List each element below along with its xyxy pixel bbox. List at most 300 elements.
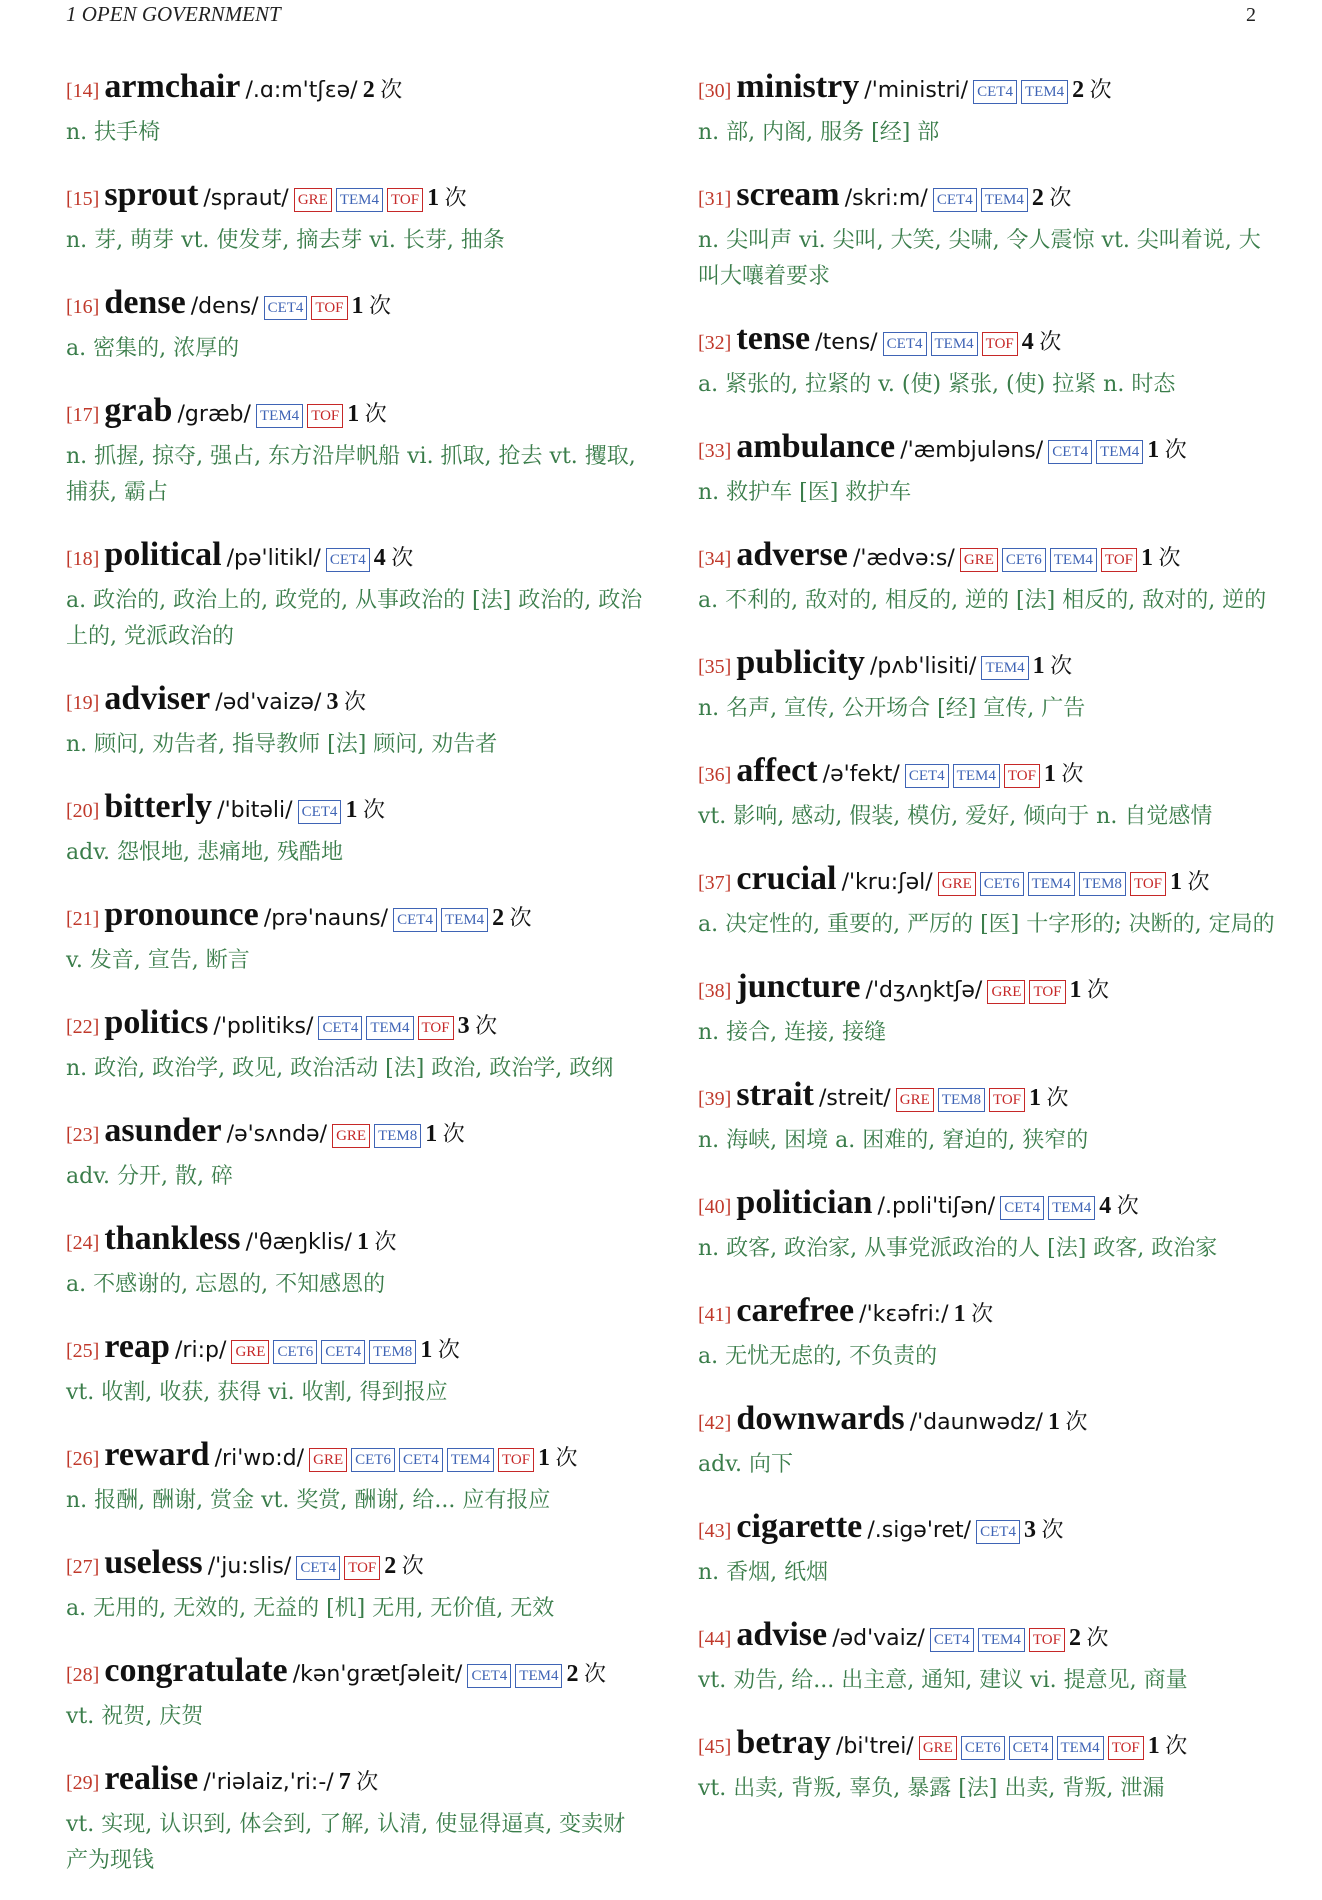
phonetic: /kən'grætʃəleit/	[292, 1662, 463, 1687]
frequency-unit: 次	[583, 1661, 606, 1686]
headword: adviser	[104, 680, 211, 717]
frequency-number: 1	[351, 293, 364, 319]
frequency-number: 1	[347, 401, 360, 427]
entry-index: [24]	[66, 1232, 100, 1254]
exam-tag-badge: GRE	[896, 1088, 934, 1112]
definition: n. 海峡, 困境 a. 困难的, 窘迫的, 狭窄的	[698, 1128, 1089, 1153]
headword: cigarette	[736, 1508, 863, 1545]
headword: dense	[104, 284, 186, 321]
exam-tag-badge: TEM4	[1050, 548, 1097, 572]
headword: asunder	[104, 1112, 222, 1149]
phonetic: /.pɒli'tiʃən/	[877, 1194, 996, 1219]
exam-tag-badge: CET4	[264, 296, 308, 320]
exam-tag-badge: CET4	[976, 1520, 1020, 1544]
frequency-count	[566, 1661, 606, 1686]
frequency-unit: 次	[1087, 977, 1110, 1002]
entry-index: [44]	[698, 1628, 732, 1650]
exam-tag-badge: CET4	[321, 1340, 365, 1364]
frequency-count	[427, 185, 467, 210]
frequency-count	[538, 1445, 578, 1470]
frequency-count	[954, 1301, 994, 1326]
exam-tag-badge: TEM4	[447, 1448, 494, 1472]
frequency-number: 1	[953, 1301, 966, 1327]
exam-tag-badge: CET4	[1009, 1736, 1053, 1760]
exam-tag-badge: TOF	[1130, 872, 1166, 896]
frequency-unit: 次	[401, 1553, 424, 1578]
definition: adv. 分开, 散, 碎	[66, 1164, 233, 1189]
exam-tag-badge: CET4	[399, 1448, 443, 1472]
entry-headline	[66, 1108, 646, 1159]
exam-tag-badge: TEM8	[369, 1340, 416, 1364]
frequency-count	[384, 1553, 424, 1578]
frequency-number: 4	[1021, 329, 1034, 355]
headword: pronounce	[104, 896, 259, 933]
headword: sprout	[104, 176, 199, 213]
entry-index: [42]	[698, 1412, 732, 1434]
exam-tag-badge: CET6	[351, 1448, 395, 1472]
frequency-number: 2	[1072, 77, 1085, 103]
exam-tag-badge: GRE	[332, 1124, 370, 1148]
frequency-unit: 次	[391, 545, 414, 570]
entry-headline	[698, 1180, 1278, 1231]
exam-tag-badge: TEM4	[931, 332, 978, 356]
headword: scream	[736, 176, 840, 213]
frequency-count	[326, 689, 366, 714]
exam-tag-badge: TOF	[1108, 1736, 1144, 1760]
vocab-entry	[66, 172, 646, 259]
entry-headline	[698, 1720, 1278, 1771]
entry-index: [36]	[698, 764, 732, 786]
frequency-count	[1170, 869, 1210, 894]
frequency-unit: 次	[444, 185, 467, 210]
entry-headline	[698, 316, 1278, 367]
headword: realise	[104, 1760, 199, 1797]
entry-index: [35]	[698, 656, 732, 678]
exam-tag-badge: CET4	[296, 1556, 340, 1580]
definition: v. 发音, 宣告, 断言	[66, 948, 250, 973]
headword: juncture	[736, 968, 861, 1005]
phonetic: /əd'vaiz/	[832, 1626, 925, 1651]
vocab-entry	[698, 424, 1278, 511]
definition: a. 无用的, 无效的, 无益的 [机] 无用, 无价值, 无效	[66, 1596, 555, 1621]
vocab-entry	[66, 1540, 646, 1627]
definition: a. 不利的, 敌对的, 相反的, 逆的 [法] 相反的, 敌对的, 逆的	[698, 588, 1267, 613]
definition: vt. 实现, 认识到, 体会到, 了解, 认清, 使显得逼真, 变卖财产为现钱	[66, 1812, 626, 1873]
frequency-count	[425, 1121, 465, 1146]
exam-tag-badge: GRE	[987, 980, 1025, 1004]
frequency-number: 1	[427, 185, 440, 211]
exam-tag-badge: TEM4	[1028, 872, 1075, 896]
phonetic: /tens/	[815, 330, 878, 355]
vocab-entry	[698, 856, 1278, 943]
frequency-unit: 次	[555, 1445, 578, 1470]
entry-index: [21]	[66, 908, 100, 930]
frequency-count	[347, 401, 387, 426]
vocab-entry	[698, 748, 1278, 835]
exam-tag-badge: CET4	[326, 548, 370, 572]
frequency-unit: 次	[1061, 761, 1084, 786]
frequency-number: 1	[1048, 1409, 1061, 1435]
phonetic: /'ædvə:s/	[852, 546, 955, 571]
entry-index: [38]	[698, 980, 732, 1002]
entry-headline	[698, 1072, 1278, 1123]
vocab-entry	[698, 1180, 1278, 1267]
frequency-count	[492, 905, 532, 930]
frequency-unit: 次	[1165, 1733, 1188, 1758]
exam-tag-badge: TEM4	[1021, 80, 1068, 104]
entry-index: [37]	[698, 872, 732, 894]
vocab-entry	[698, 532, 1278, 619]
exam-tag-badge: TEM4	[441, 908, 488, 932]
headword: ministry	[736, 68, 860, 105]
frequency-unit: 次	[1065, 1409, 1088, 1434]
frequency-count	[1141, 545, 1181, 570]
phonetic: /pʌb'lisiti/	[870, 654, 977, 679]
vocab-entry	[66, 784, 646, 871]
phonetic: /bi'trei/	[835, 1734, 914, 1759]
frequency-unit: 次	[1158, 545, 1181, 570]
headword: crucial	[736, 860, 837, 897]
frequency-unit: 次	[1116, 1193, 1139, 1218]
vocab-entry	[698, 1720, 1278, 1807]
phonetic: /'æmbjuləns/	[900, 438, 1044, 463]
vocab-entry	[66, 1216, 646, 1303]
vocab-entry	[698, 964, 1278, 1051]
frequency-count	[357, 1229, 397, 1254]
vocab-entry	[66, 532, 646, 655]
exam-tag-badge: TOF	[1004, 764, 1040, 788]
frequency-unit: 次	[343, 689, 366, 714]
entry-index: [34]	[698, 548, 732, 570]
vocab-entry	[66, 892, 646, 979]
exam-tag-badge: CET4	[933, 188, 977, 212]
vocab-entry	[66, 1324, 646, 1411]
frequency-unit: 次	[475, 1013, 498, 1038]
headword: politician	[736, 1184, 873, 1221]
exam-tag-badge: GRE	[294, 188, 332, 212]
exam-tag-badge: TOF	[1029, 980, 1065, 1004]
definition: n. 顾问, 劝告者, 指导教师 [法] 顾问, 劝告者	[66, 732, 498, 757]
frequency-count	[363, 77, 403, 102]
frequency-unit: 次	[442, 1121, 465, 1146]
phonetic: /'riəlaiz,'ri:-/	[203, 1770, 334, 1795]
phonetic: /græb/	[177, 402, 251, 427]
headword: reap	[104, 1328, 170, 1365]
frequency-unit: 次	[1039, 329, 1062, 354]
exam-tag-badge: TEM4	[515, 1664, 562, 1688]
definition: n. 尖叫声 vi. 尖叫, 大笑, 尖啸, 令人震惊 vt. 尖叫着说, 大叫大嚷着要求	[698, 228, 1261, 289]
phonetic: /'pɒlitiks/	[213, 1014, 314, 1039]
entry-headline	[66, 676, 646, 727]
vocab-entry	[698, 1072, 1278, 1159]
definition: adv. 向下	[698, 1452, 794, 1477]
frequency-number: 1	[1147, 1733, 1160, 1759]
definition: vt. 影响, 感动, 假装, 模仿, 爱好, 倾向于 n. 自觉感情	[698, 804, 1213, 829]
frequency-number: 3	[326, 689, 339, 715]
frequency-number: 1	[1029, 1085, 1042, 1111]
headword: politics	[104, 1004, 209, 1041]
entry-index: [22]	[66, 1016, 100, 1038]
entry-headline	[66, 532, 646, 583]
exam-tag-badge: TOF	[387, 188, 423, 212]
headword: grab	[104, 392, 173, 429]
frequency-count	[1024, 1517, 1064, 1542]
exam-tag-badge: TEM4	[1057, 1736, 1104, 1760]
exam-tag-badge: TOF	[498, 1448, 534, 1472]
phonetic: /ə'sʌndə/	[226, 1122, 327, 1147]
frequency-number: 4	[373, 545, 386, 571]
vocab-entry	[698, 172, 1278, 295]
headword: strait	[736, 1076, 814, 1113]
frequency-unit: 次	[971, 1301, 994, 1326]
phonetic: /skri:m/	[844, 186, 928, 211]
definition: n. 政客, 政治家, 从事党派政治的人 [法] 政客, 政治家	[698, 1236, 1218, 1261]
exam-tag-badge: GRE	[309, 1448, 347, 1472]
exam-tag-badge: CET4	[393, 908, 437, 932]
exam-tag-badge: TOF	[989, 1088, 1025, 1112]
phonetic: /'daunwədz/	[909, 1410, 1043, 1435]
frequency-number: 1	[538, 1445, 551, 1471]
entry-headline	[66, 1432, 646, 1483]
headword: political	[104, 536, 222, 573]
definition: n. 抓握, 掠夺, 强占, 东方沿岸帆船 vi. 抓取, 抢去 vt. 攫取, 捕获, 霸占	[66, 444, 636, 505]
entry-headline	[66, 1756, 646, 1807]
entry-index: [17]	[66, 404, 100, 426]
headword: congratulate	[104, 1652, 288, 1689]
frequency-count	[352, 293, 392, 318]
entry-headline	[698, 748, 1278, 799]
entry-headline	[66, 1648, 646, 1699]
frequency-unit: 次	[1086, 1625, 1109, 1650]
definition: a. 紧张的, 拉紧的 v. (使) 紧张, (使) 拉紧 n. 时态	[698, 372, 1176, 397]
phonetic: /ri'wɒ:d/	[214, 1446, 305, 1471]
frequency-count	[1099, 1193, 1139, 1218]
exam-tag-badge: CET4	[905, 764, 949, 788]
frequency-unit: 次	[1050, 653, 1073, 678]
frequency-number: 2	[384, 1553, 397, 1579]
headword: betray	[736, 1724, 831, 1761]
entry-index: [26]	[66, 1448, 100, 1470]
entry-index: [18]	[66, 548, 100, 570]
right-column	[698, 64, 1278, 1828]
headword: bitterly	[104, 788, 213, 825]
headword: downwards	[736, 1400, 905, 1437]
vocab-entry	[66, 388, 646, 511]
frequency-number: 1	[1147, 437, 1160, 463]
entry-index: [23]	[66, 1124, 100, 1146]
exam-tag-badge: TEM4	[1096, 440, 1143, 464]
phonetic: /'dʒʌŋktʃə/	[865, 978, 983, 1003]
exam-tag-badge: TOF	[1101, 548, 1137, 572]
frequency-unit: 次	[1187, 869, 1210, 894]
entry-index: [45]	[698, 1736, 732, 1758]
entry-index: [25]	[66, 1340, 100, 1362]
definition: n. 政治, 政治学, 政见, 政治活动 [法] 政治, 政治学, 政纲	[66, 1056, 614, 1081]
definition: a. 不感谢的, 忘恩的, 不知感恩的	[66, 1272, 386, 1297]
entry-headline	[66, 388, 646, 439]
frequency-unit: 次	[1049, 185, 1072, 210]
definition: vt. 劝告, 给... 出主意, 通知, 建议 vi. 提意见, 商量	[698, 1668, 1188, 1693]
frequency-unit: 次	[356, 1769, 379, 1794]
entry-headline	[66, 892, 646, 943]
vocab-entry	[698, 640, 1278, 727]
phonetic: /'ju:slis/	[207, 1554, 292, 1579]
frequency-count	[420, 1337, 460, 1362]
entry-index: [43]	[698, 1520, 732, 1542]
exam-tag-badge: CET6	[980, 872, 1024, 896]
headword: armchair	[104, 68, 241, 105]
entry-index: [39]	[698, 1088, 732, 1110]
vocab-entry	[66, 1756, 646, 1879]
entry-headline	[66, 1540, 646, 1591]
phonetic: /'ministri/	[864, 78, 969, 103]
entry-headline	[698, 1396, 1278, 1447]
definition: n. 接合, 连接, 接缝	[698, 1020, 887, 1045]
exam-tag-badge: CET4	[1048, 440, 1092, 464]
frequency-unit: 次	[1041, 1517, 1064, 1542]
frequency-unit: 次	[374, 1229, 397, 1254]
exam-tag-badge: TOF	[311, 296, 347, 320]
definition: adv. 怨恨地, 悲痛地, 残酷地	[66, 840, 343, 865]
frequency-number: 3	[457, 1013, 470, 1039]
entry-headline	[66, 1000, 646, 1051]
frequency-number: 1	[425, 1121, 438, 1147]
exam-tag-badge: TEM4	[978, 1628, 1025, 1652]
phonetic: /'kɛəfri:/	[859, 1302, 949, 1327]
exam-tag-badge: TEM4	[256, 404, 303, 428]
frequency-count	[1044, 761, 1084, 786]
frequency-unit: 次	[369, 293, 392, 318]
frequency-unit: 次	[437, 1337, 460, 1362]
frequency-unit: 次	[1164, 437, 1187, 462]
frequency-count	[1032, 185, 1072, 210]
entry-headline	[698, 856, 1278, 907]
frequency-number: 2	[1031, 185, 1044, 211]
entry-index: [19]	[66, 692, 100, 714]
chapter-title: 1 OPEN GOVERNMENT	[66, 2, 281, 26]
phonetic: /ri:p/	[175, 1338, 227, 1363]
frequency-number: 1	[1141, 545, 1153, 571]
entry-headline	[698, 424, 1278, 475]
frequency-unit: 次	[1089, 77, 1112, 102]
headword: ambulance	[736, 428, 896, 465]
entry-index: [15]	[66, 188, 100, 210]
exam-tag-badge: TEM8	[374, 1124, 421, 1148]
frequency-unit: 次	[364, 401, 387, 426]
entry-index: [29]	[66, 1772, 100, 1794]
page-header	[66, 0, 1256, 40]
exam-tag-badge: GRE	[231, 1340, 269, 1364]
definition: a. 政治的, 政治上的, 政党的, 从事政治的 [法] 政治的, 政治上的, 党派政治的	[66, 588, 643, 649]
frequency-unit: 次	[380, 77, 403, 102]
phonetic: /prə'nauns/	[263, 906, 389, 931]
frequency-number: 1	[420, 1337, 433, 1363]
headword: thankless	[104, 1220, 241, 1257]
vocab-entry	[698, 64, 1278, 151]
frequency-number: 2	[566, 1661, 579, 1687]
frequency-count	[1070, 977, 1110, 1002]
entry-index: [28]	[66, 1664, 100, 1686]
entry-headline	[698, 1612, 1278, 1663]
vocab-entry	[66, 64, 646, 151]
exam-tag-badge: CET4	[298, 800, 342, 824]
phonetic: /streit/	[818, 1086, 891, 1111]
vocab-entry	[66, 1648, 646, 1735]
definition: a. 无忧无虑的, 不负责的	[698, 1344, 938, 1369]
frequency-number: 3	[1023, 1517, 1036, 1543]
headword: publicity	[736, 644, 865, 681]
exam-tag-badge: TEM4	[953, 764, 1000, 788]
entry-index: [30]	[698, 80, 732, 102]
page-number: 2	[1246, 4, 1256, 26]
vocab-entry	[66, 676, 646, 763]
frequency-count	[1072, 77, 1112, 102]
vocab-entry	[66, 280, 646, 367]
exam-tag-badge: TOF	[307, 404, 343, 428]
entry-headline	[66, 1216, 646, 1267]
headword: useless	[104, 1544, 203, 1581]
exam-tag-badge: CET4	[467, 1664, 511, 1688]
definition: vt. 祝贺, 庆贺	[66, 1704, 204, 1729]
headword: carefree	[736, 1292, 855, 1329]
exam-tag-badge: TOF	[1029, 1628, 1065, 1652]
entry-headline	[698, 64, 1278, 115]
entry-index: [14]	[66, 80, 100, 102]
entry-headline	[698, 532, 1278, 583]
frequency-count	[374, 545, 414, 570]
exam-tag-badge: GRE	[960, 548, 998, 572]
definition: vt. 出卖, 背叛, 辜负, 暴露 [法] 出卖, 背叛, 泄漏	[698, 1776, 1165, 1801]
definition: n. 名声, 宣传, 公开场合 [经] 宣传, 广告	[698, 696, 1086, 721]
headword: affect	[736, 752, 818, 789]
exam-tag-badge: TOF	[982, 332, 1018, 356]
entry-headline	[698, 1288, 1278, 1339]
vocab-entry	[698, 1504, 1278, 1591]
entry-headline	[698, 1504, 1278, 1555]
entry-index: [16]	[66, 296, 100, 318]
vocab-entry	[698, 316, 1278, 403]
entry-headline	[698, 964, 1278, 1015]
definition: n. 救护车 [医] 救护车	[698, 480, 912, 505]
exam-tag-badge: TEM4	[981, 188, 1028, 212]
entry-headline	[66, 172, 646, 223]
frequency-number: 2	[362, 77, 375, 103]
exam-tag-badge: CET4	[883, 332, 927, 356]
frequency-number: 4	[1099, 1193, 1112, 1219]
left-column	[66, 64, 646, 1900]
phonetic: /.sigə'ret/	[867, 1518, 972, 1543]
vocab-entry	[66, 1000, 646, 1087]
entry-index: [31]	[698, 188, 732, 210]
exam-tag-badge: TEM8	[1079, 872, 1126, 896]
phonetic: /'kru:ʃəl/	[841, 870, 933, 895]
phonetic: /ə'fekt/	[822, 762, 900, 787]
phonetic: /'bitəli/	[217, 798, 293, 823]
frequency-number: 1	[356, 1229, 369, 1255]
entry-index: [32]	[698, 332, 732, 354]
exam-tag-badge: TOF	[418, 1016, 454, 1040]
frequency-count	[1022, 329, 1062, 354]
entry-headline	[66, 280, 646, 331]
vocab-entry	[698, 1288, 1278, 1375]
entry-index: [27]	[66, 1556, 100, 1578]
exam-tag-badge: CET4	[930, 1628, 974, 1652]
exam-tag-badge: TEM4	[336, 188, 383, 212]
definition: n. 部, 内阁, 服务 [经] 部	[698, 120, 940, 145]
exam-tag-badge: CET6	[273, 1340, 317, 1364]
headword: reward	[104, 1436, 210, 1473]
vocab-entry	[66, 1108, 646, 1195]
